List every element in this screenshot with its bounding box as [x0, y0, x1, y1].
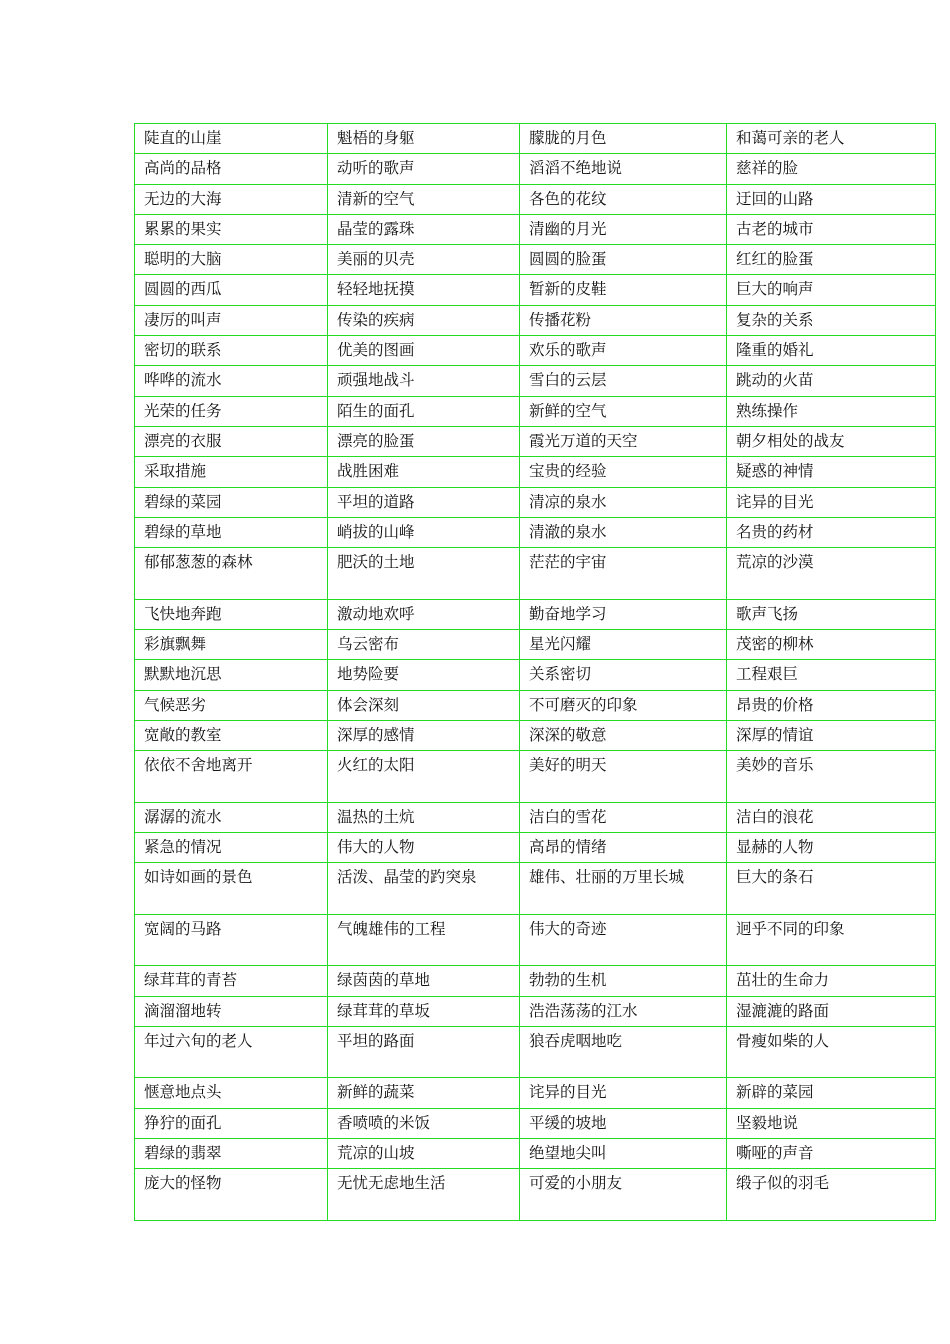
table-cell: 圆圆的西瓜	[135, 275, 328, 305]
table-cell: 慈祥的脸	[727, 154, 936, 184]
table-cell: 歌声飞扬	[727, 599, 936, 629]
table-cell: 无忧无虑地生活	[328, 1169, 520, 1221]
table-row	[135, 396, 936, 426]
table-cell: 战胜困难	[328, 457, 520, 487]
table-row	[135, 996, 936, 1026]
table-cell: 名贵的药材	[727, 517, 936, 547]
table-cell: 默默地沉思	[135, 660, 328, 690]
table-cell: 茁壮的生命力	[727, 966, 936, 996]
table-cell: 荒凉的山坡	[328, 1138, 520, 1168]
table-row	[135, 802, 936, 832]
table-row	[135, 863, 936, 915]
table-row	[135, 629, 936, 659]
table-cell: 迥乎不同的印象	[727, 914, 936, 966]
word-table	[134, 123, 936, 1221]
table-cell: 新鲜的蔬菜	[328, 1078, 520, 1108]
table-cell: 气魄雄伟的工程	[328, 914, 520, 966]
table-row	[135, 1169, 936, 1221]
table-cell: 巨大的响声	[727, 275, 936, 305]
table-row	[135, 305, 936, 335]
table-cell: 诧异的目光	[520, 1078, 727, 1108]
table-row	[135, 457, 936, 487]
table-cell: 雪白的云层	[520, 366, 727, 396]
table-cell: 伟大的人物	[328, 832, 520, 862]
table-cell: 迂回的山路	[727, 184, 936, 214]
table-cell: 漂亮的脸蛋	[328, 426, 520, 456]
table-cell: 深厚的感情	[328, 720, 520, 750]
table-cell: 地势险要	[328, 660, 520, 690]
table-row	[135, 124, 936, 154]
table-cell: 深厚的情谊	[727, 720, 936, 750]
table-cell: 宝贵的经验	[520, 457, 727, 487]
table-cell: 不可磨灭的印象	[520, 690, 727, 720]
table-row	[135, 751, 936, 803]
table-cell: 浩浩荡荡的江水	[520, 996, 727, 1026]
table-row	[135, 966, 936, 996]
table-cell: 跳动的火苗	[727, 366, 936, 396]
table-cell: 狰狞的面孔	[135, 1108, 328, 1138]
table-cell: 洁白的雪花	[520, 802, 727, 832]
table-cell: 体会深刻	[328, 690, 520, 720]
table-cell: 宽敞的教室	[135, 720, 328, 750]
table-cell: 动听的歌声	[328, 154, 520, 184]
table-row	[135, 1078, 936, 1108]
table-cell: 如诗如画的景色	[135, 863, 328, 915]
table-cell: 复杂的关系	[727, 305, 936, 335]
table-cell: 狼吞虎咽地吃	[520, 1026, 727, 1078]
table-row	[135, 426, 936, 456]
table-cell: 庞大的怪物	[135, 1169, 328, 1221]
table-cell: 星光闪耀	[520, 629, 727, 659]
table-cell: 紧急的情况	[135, 832, 328, 862]
table-cell: 美好的明天	[520, 751, 727, 803]
table-cell: 肥沃的土地	[328, 548, 520, 600]
table-cell: 各色的花纹	[520, 184, 727, 214]
table-cell: 凄厉的叫声	[135, 305, 328, 335]
table-cell: 朦胧的月色	[520, 124, 727, 154]
table-cell: 疑惑的神情	[727, 457, 936, 487]
word-table-body	[135, 124, 936, 1221]
table-cell: 朝夕相处的战友	[727, 426, 936, 456]
table-cell: 关系密切	[520, 660, 727, 690]
table-cell: 乌云密布	[328, 629, 520, 659]
table-cell: 显赫的人物	[727, 832, 936, 862]
table-cell: 高昂的情绪	[520, 832, 727, 862]
table-row	[135, 184, 936, 214]
table-row	[135, 366, 936, 396]
table-cell: 清澈的泉水	[520, 517, 727, 547]
table-cell: 漂亮的衣服	[135, 426, 328, 456]
table-row	[135, 690, 936, 720]
table-cell: 诧异的目光	[727, 487, 936, 517]
table-row	[135, 914, 936, 966]
table-row	[135, 245, 936, 275]
table-row	[135, 1138, 936, 1168]
table-cell: 潺潺的流水	[135, 802, 328, 832]
table-cell: 优美的图画	[328, 336, 520, 366]
table-cell: 飞快地奔跑	[135, 599, 328, 629]
table-cell: 绝望地尖叫	[520, 1138, 727, 1168]
table-cell: 传播花粉	[520, 305, 727, 335]
table-cell: 哗哗的流水	[135, 366, 328, 396]
table-cell: 和蔼可亲的老人	[727, 124, 936, 154]
table-cell: 新辟的菜园	[727, 1078, 936, 1108]
table-cell: 缎子似的羽毛	[727, 1169, 936, 1221]
table-cell: 暂新的皮鞋	[520, 275, 727, 305]
table-cell: 陡直的山崖	[135, 124, 328, 154]
table-cell: 欢乐的歌声	[520, 336, 727, 366]
table-cell: 清凉的泉水	[520, 487, 727, 517]
table-row	[135, 275, 936, 305]
table-cell: 熟练操作	[727, 396, 936, 426]
table-cell: 采取措施	[135, 457, 328, 487]
table-row	[135, 548, 936, 600]
table-cell: 碧绿的翡翠	[135, 1138, 328, 1168]
table-cell: 深深的敬意	[520, 720, 727, 750]
table-cell: 坚毅地说	[727, 1108, 936, 1138]
table-cell: 绿茸茸的青苔	[135, 966, 328, 996]
table-cell: 清幽的月光	[520, 214, 727, 244]
table-cell: 活泼、晶莹的趵突泉	[328, 863, 520, 915]
table-row	[135, 1108, 936, 1138]
table-cell: 巨大的条石	[727, 863, 936, 915]
table-row	[135, 154, 936, 184]
table-cell: 茫茫的宇宙	[520, 548, 727, 600]
table-cell: 绿茸茸的草坂	[328, 996, 520, 1026]
table-cell: 平坦的道路	[328, 487, 520, 517]
table-row	[135, 336, 936, 366]
table-cell: 洁白的浪花	[727, 802, 936, 832]
table-cell: 碧绿的草地	[135, 517, 328, 547]
table-cell: 晶莹的露珠	[328, 214, 520, 244]
table-row	[135, 720, 936, 750]
table-row	[135, 660, 936, 690]
table-cell: 峭拔的山峰	[328, 517, 520, 547]
table-row	[135, 487, 936, 517]
table-cell: 平缓的坡地	[520, 1108, 727, 1138]
table-cell: 红红的脸蛋	[727, 245, 936, 275]
table-cell: 碧绿的菜园	[135, 487, 328, 517]
table-cell: 新鲜的空气	[520, 396, 727, 426]
table-cell: 陌生的面孔	[328, 396, 520, 426]
table-cell: 惬意地点头	[135, 1078, 328, 1108]
table-cell: 伟大的奇迹	[520, 914, 727, 966]
table-cell: 平坦的路面	[328, 1026, 520, 1078]
table-cell: 工程艰巨	[727, 660, 936, 690]
table-row	[135, 517, 936, 547]
table-cell: 勤奋地学习	[520, 599, 727, 629]
table-cell: 骨瘦如柴的人	[727, 1026, 936, 1078]
table-cell: 滔滔不绝地说	[520, 154, 727, 184]
table-cell: 荒凉的沙漠	[727, 548, 936, 600]
table-cell: 密切的联系	[135, 336, 328, 366]
table-cell: 湿漉漉的路面	[727, 996, 936, 1026]
table-cell: 高尚的品格	[135, 154, 328, 184]
table-row	[135, 1026, 936, 1078]
table-cell: 嘶哑的声音	[727, 1138, 936, 1168]
table-cell: 古老的城市	[727, 214, 936, 244]
table-cell: 魁梧的身躯	[328, 124, 520, 154]
table-cell: 累累的果实	[135, 214, 328, 244]
table-row	[135, 599, 936, 629]
table-cell: 光荣的任务	[135, 396, 328, 426]
table-cell: 依依不舍地离开	[135, 751, 328, 803]
table-cell: 可爱的小朋友	[520, 1169, 727, 1221]
table-cell: 无边的大海	[135, 184, 328, 214]
table-cell: 清新的空气	[328, 184, 520, 214]
table-cell: 彩旗飘舞	[135, 629, 328, 659]
table-cell: 火红的太阳	[328, 751, 520, 803]
table-cell: 美妙的音乐	[727, 751, 936, 803]
table-cell: 轻轻地抚摸	[328, 275, 520, 305]
table-cell: 温热的土炕	[328, 802, 520, 832]
table-cell: 雄伟、壮丽的万里长城	[520, 863, 727, 915]
table-cell: 霞光万道的天空	[520, 426, 727, 456]
table-cell: 茂密的柳林	[727, 629, 936, 659]
table-row	[135, 832, 936, 862]
table-cell: 激动地欢呼	[328, 599, 520, 629]
table-cell: 隆重的婚礼	[727, 336, 936, 366]
table-cell: 郁郁葱葱的森林	[135, 548, 328, 600]
table-cell: 绿茵茵的草地	[328, 966, 520, 996]
table-row	[135, 214, 936, 244]
table-cell: 香喷喷的米饭	[328, 1108, 520, 1138]
table-cell: 聪明的大脑	[135, 245, 328, 275]
table-cell: 圆圆的脸蛋	[520, 245, 727, 275]
table-cell: 顽强地战斗	[328, 366, 520, 396]
table-cell: 勃勃的生机	[520, 966, 727, 996]
table-cell: 年过六旬的老人	[135, 1026, 328, 1078]
table-cell: 传染的疾病	[328, 305, 520, 335]
table-cell: 气候恶劣	[135, 690, 328, 720]
table-cell: 昂贵的价格	[727, 690, 936, 720]
table-cell: 美丽的贝壳	[328, 245, 520, 275]
table-cell: 滴溜溜地转	[135, 996, 328, 1026]
table-cell: 宽阔的马路	[135, 914, 328, 966]
